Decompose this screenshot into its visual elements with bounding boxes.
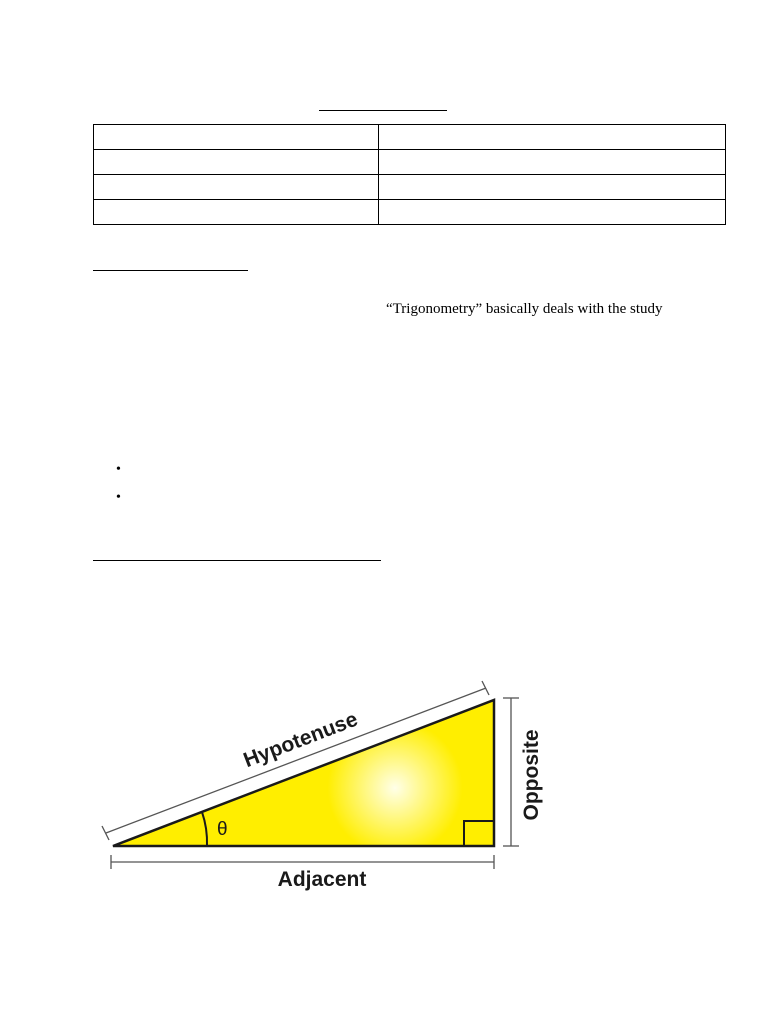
opposite-dimension-line	[503, 698, 519, 846]
adjacent-label: Adjacent	[277, 868, 367, 891]
adjacent-dimension-line	[111, 855, 494, 869]
bullet-item-2: •	[116, 490, 121, 505]
triangle-shape	[113, 700, 494, 846]
bullet-item-1: •	[116, 462, 121, 477]
angle-theta-label: θ	[217, 819, 228, 840]
intro-text: “Trigonometry” basically deals with the study	[386, 301, 663, 317]
hypotenuse-label: Hypotenuse	[240, 707, 361, 773]
opposite-label: Opposite	[520, 729, 543, 821]
